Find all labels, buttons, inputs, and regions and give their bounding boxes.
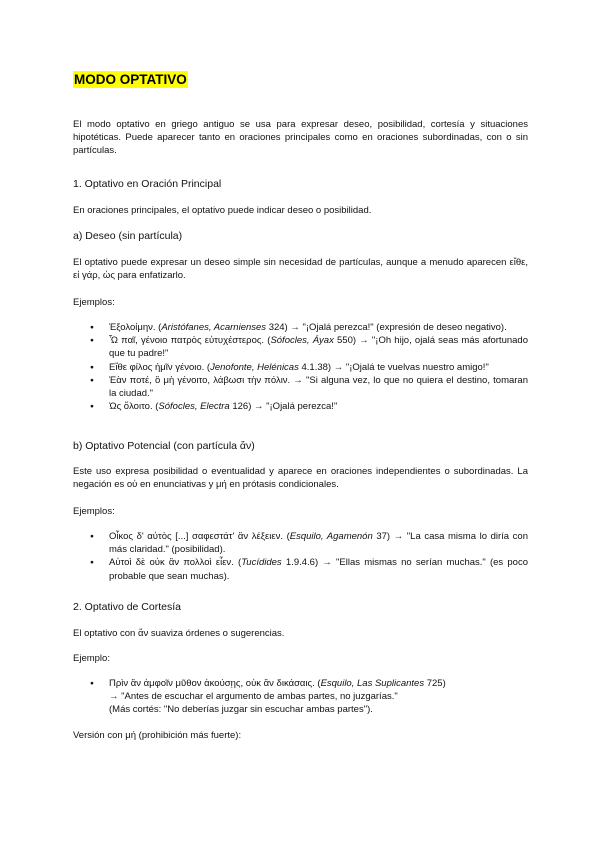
section-2-heading: 2. Optativo de Cortesía bbox=[73, 601, 181, 613]
list-item: ● Ἐὰν ποτέ, ὃ μὴ γένοιτο, λάβωσι τὴν πόλιν. → "Si alguna vez, lo que no quiera el destino, tomaran la ciudad." bbox=[73, 374, 528, 400]
subsection-b-text: Este uso expresa posibilidad o eventualidad y aparece en oraciones independientes o subordinadas. La negación es οὐ en enunciativas y μή en prótasis condicionales. bbox=[73, 466, 528, 491]
polite-note: (Más cortés: "No deberías juzgar sin escuchar ambas partes"). bbox=[109, 704, 373, 715]
section-2-text: El optativo con ἄν suaviza órdenes o sugerencias. bbox=[73, 628, 285, 639]
examples-label: Ejemplos: bbox=[73, 297, 115, 308]
examples-list-b bbox=[73, 530, 528, 583]
examples-label-b: Ejemplos: bbox=[73, 506, 115, 517]
subsection-a-heading: a) Deseo (sin partícula) bbox=[73, 230, 183, 242]
translation-line: → "Antes de escuchar el argumento de ambas partes, no juzgarías." bbox=[109, 691, 398, 702]
list-item: ● Πρὶν ἂν ἀμφοῖν μῦθον ἀκούσῃς, οὐκ ἂν δικάσαις. (Esquilo, Las Suplicantes 725) bbox=[73, 677, 528, 690]
list-item: ● Ὡς ὄλοιτο. (Sófocles, Electra 126) → "¡Ojalá perezca!" bbox=[73, 400, 528, 413]
list-item: ● Εἴθε φίλος ἡμῖν γένοιο. (Jenofonte, Helénicas 4.1.38) → "¡Ojalá te vuelvas nuestro amigo!" bbox=[73, 361, 528, 374]
section-1-heading: 1. Optativo en Oración Principal bbox=[73, 178, 222, 190]
page-title: MODO OPTATIVO bbox=[74, 72, 187, 87]
example-list-c bbox=[73, 677, 528, 690]
examples-list-a bbox=[73, 321, 528, 413]
example-label: Ejemplo: bbox=[73, 653, 110, 664]
version-line: Versión con μή (prohibición más fuerte): bbox=[73, 730, 242, 741]
subsection-a-text: El optativo puede expresar un deseo simple sin necesidad de partículas, aunque a menudo aparecen εἴθε, εἰ γάρ, ὡς para enfatizarlo. bbox=[73, 257, 528, 282]
intro-paragraph: El modo optativo en griego antiguo se usa para expresar deseo, posibilidad, cortesía y situaciones hipotéticas. Puede aparecer tanto en oraciones principales como en oraciones subordinadas, con o sin partículas. bbox=[73, 119, 528, 157]
list-item: ● Ἐξολοίμην. (Aristófanes, Acarnienses 324) → "¡Ojalá perezca!" (expresión de deseo negativo). bbox=[73, 321, 528, 334]
section-1-text: En oraciones principales, el optativo puede indicar deseo o posibilidad. bbox=[73, 205, 372, 216]
list-item: ● Αὐτοὶ δὲ οὐκ ἂν πολλοὶ εἶεν. (Tucídides 1.9.4.6) → "Ellas mismas no serían muchas." (es poco probable que sean muchas). bbox=[73, 556, 528, 582]
subsection-b-heading: b) Optativo Potencial (con partícula ἄν) bbox=[73, 440, 255, 452]
list-item: ● Ὦ παῖ, γένοιο πατρὸς εὐτυχέστερος. (Sófocles, Áyax 550) → "¡Oh hijo, ojalá seas más afortunado que tu padre!" bbox=[73, 334, 528, 360]
list-item: ● Οἶκος δ' αὐτὸς [...] σαφεστάτ' ἂν λέξειεν. (Esquilo, Agamenón 37) → "La casa misma lo diría con más claridad." (posibilidad). bbox=[73, 530, 528, 556]
